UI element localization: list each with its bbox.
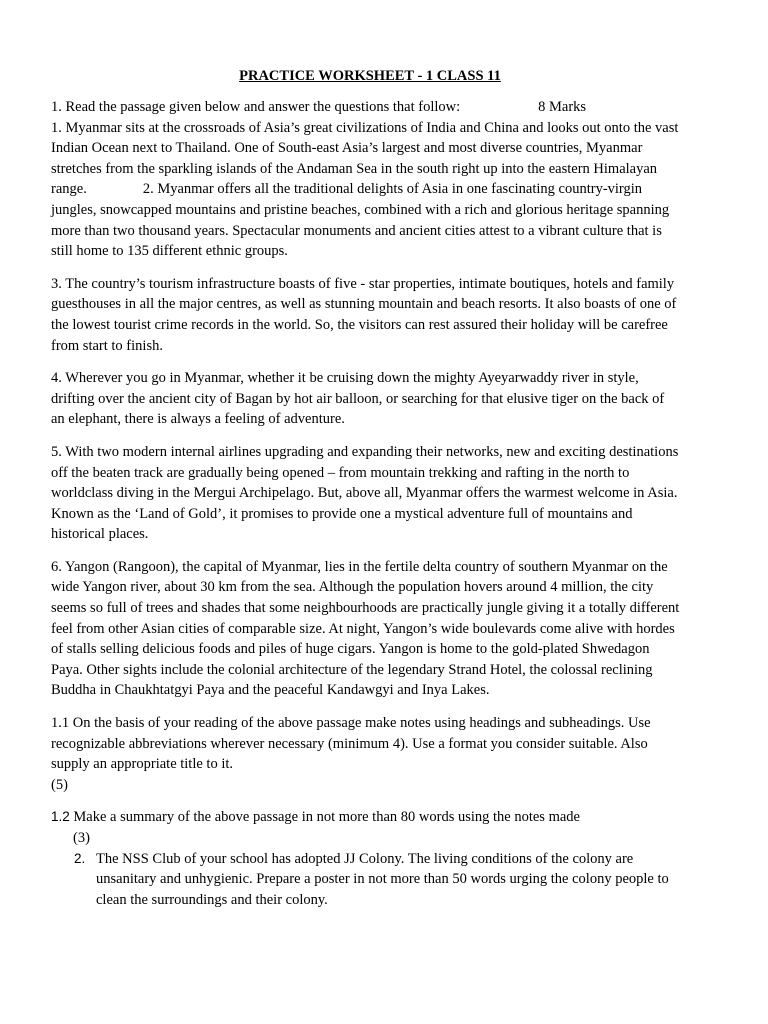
passage-paragraph-1-2 xyxy=(51,118,681,262)
question-1-1-marks: (5) xyxy=(51,776,68,793)
question-1-2 xyxy=(51,807,681,828)
question-2 xyxy=(51,849,681,911)
worksheet-title: PRACTICE WORKSHEET - 1 CLASS 11 xyxy=(239,68,501,84)
question-1-marks: 8 Marks xyxy=(538,99,587,115)
passage-paragraph-5: 5. With two modern internal airlines upgrading and expanding their networks, new and exciting destinations off the beaten track are gradually being opened – from mountain trekking and rafting in the north to worldclass diving in the Mergui Archipelago. But, above all, Myanmar offers the warmest welcome in Asia. Known as the ‘Land of Gold’, it promises to provide one a mystical adventure full of mountains and historical places. xyxy=(51,443,679,543)
question-2-text: The NSS Club of your school has adopted JJ Colony. The living conditions of the colony are unsanitary and unhygienic. Prepare a poster in not more than 50 words urging the colony people to clean the surroundings and their colony. xyxy=(96,850,669,908)
passage-paragraph-6: 6. Yangon (Rangoon), the capital of Myanmar, lies in the fertile delta country of southern Myanmar on the wide Yangon river, about 30 km from the sea. Although the population hovers around 4 million, the city seems so full of trees and shades that some neighbourhoods are practically jungle giving it a totally different feel from other Asian cities of comparable size. At night, Yangon’s wide boulevards come alive with hordes of stalls selling delicious foods and piles of huge cigars. Yangon is home to the gold-plated Shwedagon Paya. Other sights include the colonial architecture of the legendary Strand Hotel, the colossal reclining Buddha in Chaukhtatgyi Paya and the peaceful Kandawgyi and Inya Lakes. xyxy=(51,558,680,699)
question-2-number: 2. xyxy=(74,850,86,866)
question-1-2-marks: (3) xyxy=(73,830,90,846)
passage-paragraph-3: 3. The country’s tourism infrastructure boasts of five - star properties, intimate boutiques, hotels and family guesthouses in all the major centres, as well as stunning mountain and beach resorts. It also boasts of one of the lowest tourist crime records in the world. So, the visitors can rest assured their holiday will be carefree from start to finish. xyxy=(51,275,677,354)
passage-paragraph-2: 2. Myanmar offers all the traditional delights of Asia in one fascinating country-virgin jungles, snowcapped mountains and pristine beaches, combined with a rich and glorious heritage spanning more than two thousand years. Spectacular monuments and ancient cities attest to a vibrant culture that is still home to 135 different ethnic groups. xyxy=(51,181,670,260)
worksheet-page xyxy=(51,66,681,910)
question-1-2-text: Make a summary of the above passage in not more than 80 words using the notes made xyxy=(69,809,580,826)
question-1-1 xyxy=(51,713,681,795)
passage-paragraph-4: 4. Wherever you go in Myanmar, whether it be cruising down the mighty Ayeyarwaddy river in style, drifting over the ancient city of Bagan by hot air balloon, or searching for that elusive tiger on the back of an elephant, there is always a feeling of adventure. xyxy=(51,370,665,428)
question-1-2-number: 1.2 xyxy=(51,809,70,825)
question-1-text: 1. Read the passage given below and answer the questions that follow: xyxy=(51,99,461,115)
question-1-1-text: 1.1 On the basis of your reading of the above passage make notes using headings and subheadings. Use recognizable abbreviations wherever necessary (minimum 4). Use a format you consider suitable. Also supply an appropriate title to it. xyxy=(51,715,651,773)
passage-paragraph-1: 1. Myanmar sits at the crossroads of Asia’s great civilizations of India and China and looks out onto the vast Indian Ocean next to Thailand. One of South-east Asia’s largest and most diverse countries, Myanmar stretches from the sparkling islands of the Andaman Sea in the south right up into the eastern Himalayan range. xyxy=(51,119,679,198)
question-1-instruction xyxy=(51,97,681,118)
